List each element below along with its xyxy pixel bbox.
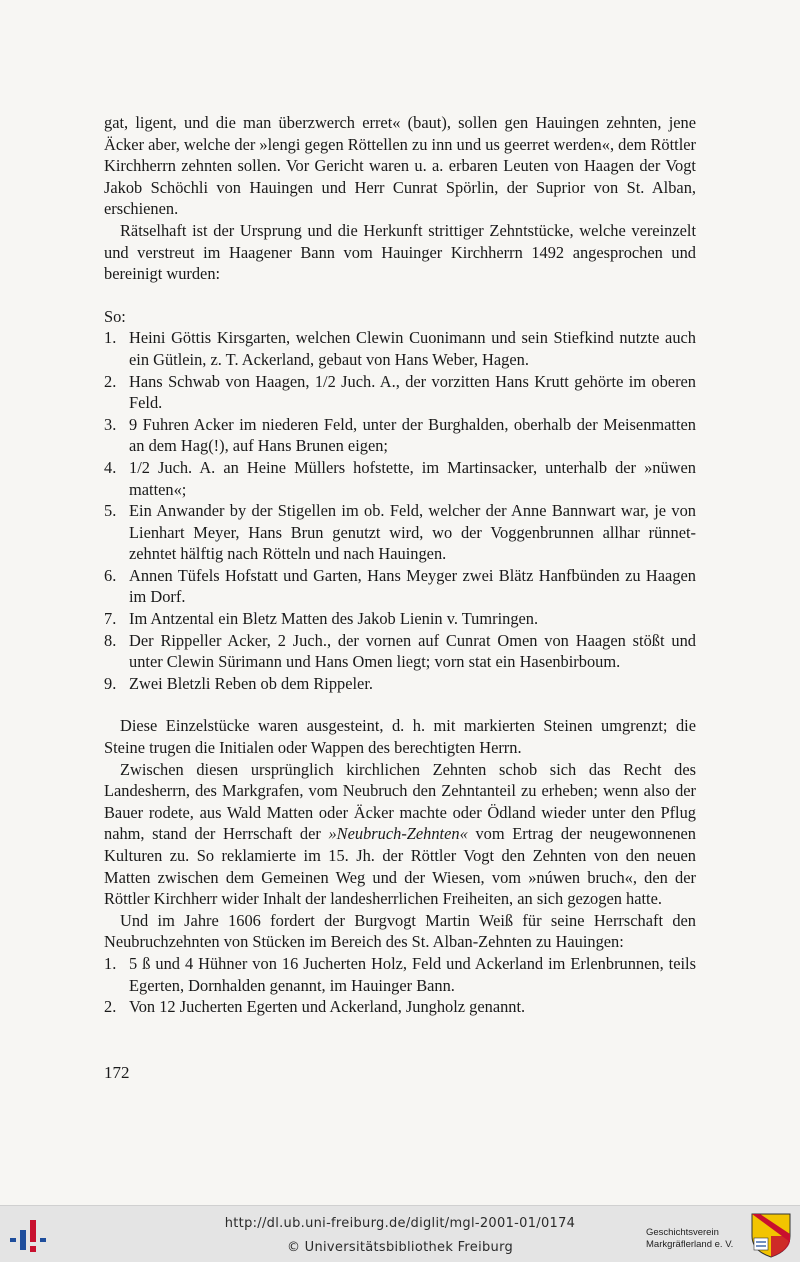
paragraph-boundary-stones: Diese Einzelstücke waren ausgesteint, d. h. mit markierten Steinen umgrenzt; die Steine trugen die Initialen oder Wappen des berechtigten Herrn. — [104, 716, 696, 758]
paragraph-intro-1: gat, ligent, und die man überzwerch erret« (baut), sollen gen Hauingen zehnten, jene Äcker aber, welche der »lengi gegen Röttellen zu inn und us geerret werden«, dem Röttler Kirchherrn zehnten sollen. Vor Gericht waren u. a. erbaren Leuten von Haagen der Vogt Jakob Schöchli von Hauingen und Herr Cunrat Spörlin, der Suprior von St. Alban, erschienen. — [104, 113, 696, 219]
list-item: 8. Der Rippeller Acker, 2 Juch., der vornen auf Cunrat Omen von Haagen stößt und unter Clewin Sürimann und Hans Omen liegt; vorn stat ein Hasenbirboum. — [104, 630, 696, 672]
list-item: 5. Ein Anwander by der Stigellen im ob. Feld, welcher der Anne Bannwart war, je von Lienhart Meyer, Hans Brun genutzt wird, wo der Voggenbrunnen allhar rünnet-zehntet hälftig nach Rötteln und nach Hauingen. — [104, 501, 696, 564]
society-name: Geschichtsverein Markgräflerland e. V. — [646, 1227, 734, 1250]
page-text — [104, 112, 696, 1018]
footer-bar — [0, 1205, 800, 1262]
neubruch-list — [104, 953, 696, 1018]
list-item: 7. Im Antzental ein Bletz Matten des Jakob Lienin v. Tumringen. — [104, 609, 539, 629]
paragraph-1606: Und im Jahre 1606 fordert der Burgvogt Martin Weiß für seine Herrschaft den Neubruchzehnten von Stücken im Bereich des St. Alban-Zehnten zu Hauingen: — [104, 910, 696, 952]
list-item: 2. Hans Schwab von Haagen, 1/2 Juch. A., der vorzitten Hans Krutt gehörte im oberen Feld. — [104, 371, 696, 413]
list-item: 2. Von 12 Jucherten Egerten und Ackerland, Jungholz genannt. — [104, 997, 526, 1017]
paragraph-neubruch: Zwischen diesen ursprünglich kirchlichen Zehnten schob sich das Recht des Landesherrn, des Markgrafen, vom Neubruch den Zehntanteil zu erheben; wenn also der Bauer rodete, aus Wald Matten oder Äcker machte oder Ödland wieder unter den Pflug nahm, stand der Herrschaft der »Neubruch-Zehnten« vom Ertrag der neugewonnenen Kulturen zu. So reklamierte im 15. Jh. der Röttler Vogt den Zehnten von den neuen Matten zwischen dem Gemeinen Weg und der Wiesen, vom »núwen bruch«, den der Röttler Kirchherr wider Inhalt der landesherrlichen Freiheiten, an sich gezogen hatte. — [104, 759, 696, 909]
paragraph-intro-2: Rätselhaft ist der Ursprung und die Herkunft strittiger Zehntstücke, welche vereinzelt und verstreut im Haagener Bann vom Hauinger Kirchherrn 1492 angesprochen und bereinigt wurden: — [104, 220, 696, 284]
list-item: 3. 9 Fuhren Acker im niederen Feld, unter der Burghalden, oberhalb der Meisenmatten an dem Hag(!), auf Hans Brunen eigen; — [104, 414, 696, 456]
list-item: 4. 1/2 Juch. A. an Heine Müllers hofstette, im Martinsacker, unterhalb der »nüwen matten«; — [104, 457, 696, 499]
list-lead: So: — [104, 306, 126, 326]
page-number: 172 — [104, 1063, 130, 1082]
tithe-list — [104, 327, 696, 694]
copyright-notice: © Universitätsbibliothek Freiburg — [286, 1240, 514, 1255]
source-url-link[interactable]: http://dl.ub.uni-freiburg.de/diglit/mgl-2001-01/0174 — [224, 1216, 576, 1231]
list-item: 1. Heini Göttis Kirsgarten, welchen Clewin Cuonimann und sein Stiefkind nutzte auch ein Gütlein, z. T. Ackerland, gebaut von Hans Weber, Hagen. — [104, 328, 696, 369]
list-item: 9. Zwei Bletzli Reben ob dem Rippeler. — [104, 673, 373, 693]
list-item: 1. 5 ß und 4 Hühner von 16 Jucherten Holz, Feld und Ackerland im Erlenbrunnen, teils Egerten, Dornhalden genannt, im Hauinger Bann. — [104, 953, 696, 995]
list-item: 6. Annen Tüfels Hofstatt und Garten, Hans Meyger zwei Blätz Hanfbünden zu Haagen im Dorf. — [104, 565, 696, 607]
coat-of-arms-icon — [750, 1212, 792, 1258]
